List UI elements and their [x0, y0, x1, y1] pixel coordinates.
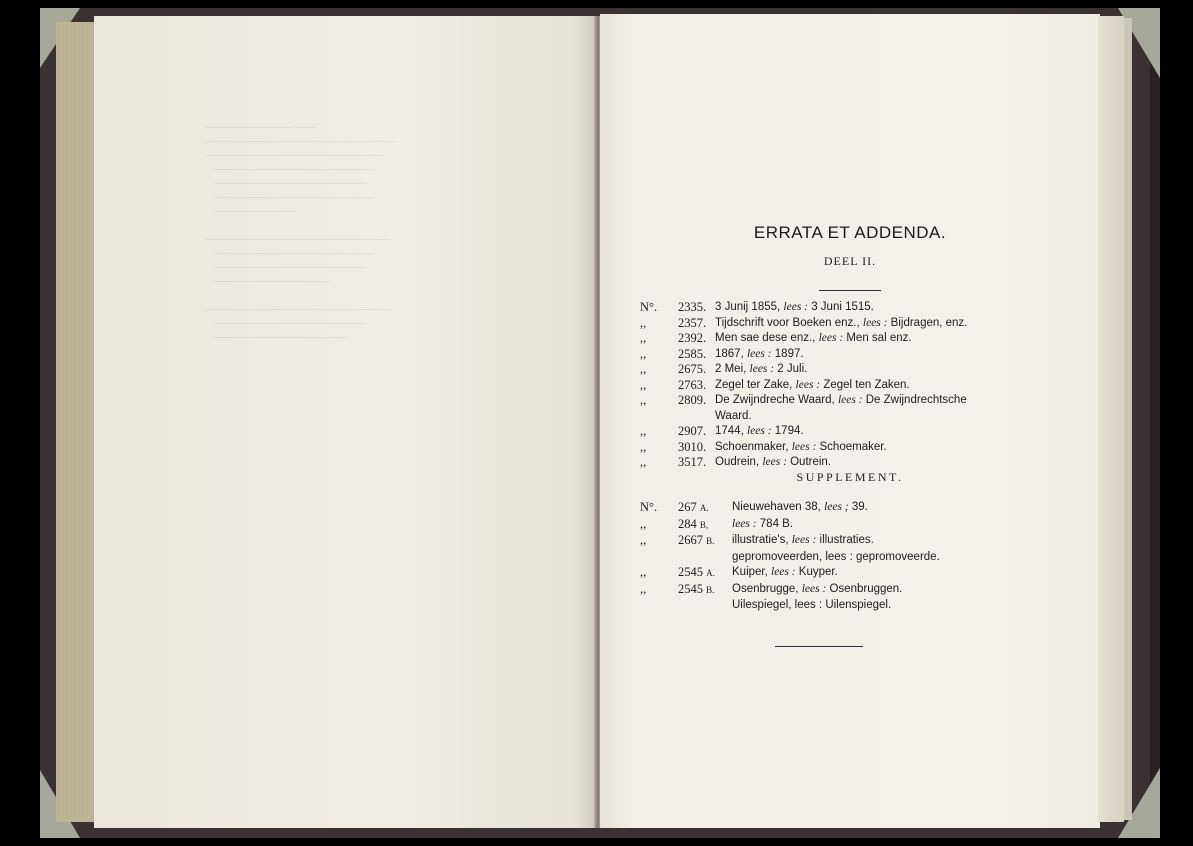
entry-number-value: 267 — [678, 500, 697, 514]
entry-correction: 1794. — [771, 425, 804, 437]
entry-original: Tijdschrift voor Boeken enz., — [715, 316, 863, 329]
entry-original: 2 Mei, — [715, 363, 750, 375]
entry-number: 2585. — [678, 346, 707, 361]
right-page-edge — [1098, 16, 1124, 822]
supplement-entry — [640, 533, 1000, 550]
entry-number: 2763. — [678, 377, 707, 392]
right-page-stack — [1124, 18, 1132, 820]
show-through-text: ────────────── ─── ────────────────────────────── ──────────────────────────── ───────────────────────── ──────────────────────── ───────────────────────── ───────────── ───────────────────────────── ───────────────────────── ──────────────────────── ────────────────── ───────────────────────────── ──────────────────────── ───────────────────── — [205, 122, 397, 342]
lees-marker: lees : — [818, 332, 844, 344]
entry-number — [678, 582, 732, 599]
entry-original: 3 Junij 1855, — [715, 301, 784, 313]
entry-continuation-text: gepromoveerden, lees : gepromoveerde. — [732, 550, 940, 563]
entry-prefix: ,, — [640, 315, 647, 330]
lees-marker: lees : — [749, 363, 775, 375]
entry-continuation-text: Uilespiegel, lees : Uilenspiegel. — [732, 599, 892, 611]
entry-original: Oudrein, — [715, 456, 763, 468]
entry-number: 3517. — [678, 455, 707, 469]
entry-correction: 3 Juni 1515. — [808, 301, 874, 313]
errata-entry — [640, 455, 1000, 471]
entry-correction: illustraties. — [816, 534, 874, 546]
entry-spacer — [640, 598, 678, 614]
entry-original: Schoenmaker, — [715, 440, 792, 453]
entry-prefix: ,, — [640, 424, 647, 438]
entry-correction: 2 Juli. — [774, 363, 808, 375]
lees-marker: lees : — [801, 582, 827, 595]
entry-text — [715, 362, 1000, 378]
entry-original: Zegel ter Zake, — [715, 378, 796, 391]
entry-number — [678, 533, 732, 550]
entry-correction: Kuyper. — [795, 566, 838, 578]
entry-correction: Osenbruggen. — [826, 582, 903, 595]
entry-text — [715, 455, 1000, 471]
entry-number: 2675. — [678, 362, 707, 376]
errata-entry — [640, 440, 1000, 456]
entry-number-suffix: A. — [706, 568, 715, 578]
entry-number-suffix: B. — [706, 536, 715, 546]
entry-text — [715, 300, 1000, 316]
errata-entry — [640, 316, 1000, 332]
errata-entry — [640, 378, 1000, 394]
cover-edge — [1150, 12, 1160, 836]
entry-correction: De Zwijndrechtsche Waard. — [715, 394, 970, 422]
entry-spacer — [678, 598, 732, 614]
entry-original: Kuiper, — [732, 566, 771, 578]
entry-prefix: ,, — [640, 455, 647, 469]
end-divider — [775, 646, 863, 647]
entry-text — [732, 582, 1000, 599]
entry-number: 3010. — [678, 439, 707, 454]
errata-entry — [640, 347, 1000, 363]
entry-spacer — [678, 550, 732, 566]
title-divider — [819, 290, 881, 291]
entry-number-suffix: A. — [699, 503, 709, 513]
entry-text — [715, 378, 1000, 394]
entry-correction: Men sal enz. — [843, 332, 912, 344]
entry-correction: Zegel ten Zaken. — [820, 378, 910, 391]
entry-number: 2357. — [678, 315, 707, 330]
entry-correction: Bijdragen, enz. — [887, 316, 968, 329]
entry-original: Men sae dese enz., — [715, 332, 819, 344]
lees-marker: lees : — [791, 440, 817, 453]
entry-correction: 39. — [848, 501, 868, 513]
entry-number — [678, 500, 732, 517]
errata-entry — [640, 331, 1000, 347]
errata-entry — [640, 424, 1000, 440]
entry-prefix: N°. — [640, 500, 658, 514]
entry-prefix: N°. — [640, 300, 658, 314]
entry-text — [732, 565, 1000, 582]
lees-marker: lees : — [732, 517, 757, 530]
entry-text — [715, 331, 1000, 347]
errata-entry — [640, 393, 1000, 424]
entry-spacer — [640, 550, 678, 566]
entry-text — [715, 347, 1000, 363]
entry-original: Nieuwehaven 38, — [732, 501, 825, 513]
entry-number: 2907. — [678, 424, 707, 438]
left-page-stack — [56, 22, 96, 822]
entry-text — [715, 424, 1000, 440]
entry-number-suffix: B. — [706, 584, 715, 595]
entry-prefix: ,, — [640, 581, 647, 596]
entry-original: 1867, — [715, 347, 747, 360]
lees-marker: lees : — [783, 301, 809, 313]
entry-prefix: ,, — [640, 516, 647, 531]
entry-text — [715, 440, 1000, 456]
entry-prefix: ,, — [640, 362, 647, 376]
entry-original: illustratie's, — [732, 534, 792, 546]
entry-number: 2809. — [678, 393, 707, 407]
supplement-entry — [640, 517, 1000, 534]
entry-correction: Schoemaker. — [816, 440, 887, 453]
entry-number — [678, 517, 732, 534]
entry-correction: Outrein. — [786, 456, 832, 468]
entry-correction: 784 B. — [756, 517, 794, 530]
errata-entry — [640, 362, 1000, 378]
entry-prefix: ,, — [640, 565, 647, 579]
errata-entry — [640, 300, 1000, 316]
entry-text — [715, 316, 1000, 332]
entry-original: 1744, — [715, 425, 747, 437]
entry-number-value: 2545 — [678, 581, 703, 596]
entry-correction: 1897. — [771, 347, 804, 360]
entry-prefix: ,, — [640, 439, 647, 454]
entry-number-value: 2545 — [678, 565, 703, 579]
entry-prefix: ,, — [640, 346, 647, 361]
entry-number: 2392. — [678, 331, 707, 345]
supplement-entry-continuation — [640, 550, 1000, 566]
supplement-title: SUPPLEMENT. — [796, 470, 904, 484]
page-subtitle: DEEL II. — [823, 254, 877, 268]
entry-prefix: ,, — [640, 331, 647, 345]
entry-number-value: 284 — [678, 516, 697, 531]
errata-list — [640, 300, 1000, 471]
lees-marker: lees : — [791, 534, 817, 546]
entry-number: 2335. — [678, 300, 707, 314]
entry-prefix: ,, — [640, 393, 647, 407]
entry-text — [732, 533, 1000, 550]
supplement-entry — [640, 582, 1000, 599]
entry-number-suffix: B, — [699, 519, 709, 530]
entry-text — [732, 500, 1000, 517]
entry-original: De Zwijndreche Waard, — [715, 394, 838, 406]
lees-marker: lees : — [762, 456, 787, 468]
lees-marker: lees : — [746, 425, 772, 437]
entry-prefix: ,, — [640, 377, 647, 392]
entry-original: Osenbrugge, — [732, 582, 802, 595]
entry-number-value: 2667 — [678, 533, 703, 547]
supplement-entry — [640, 565, 1000, 582]
page-title: ERRATA ET ADDENDA. — [753, 223, 947, 242]
supplement-list — [640, 500, 1000, 614]
entry-text — [732, 517, 1000, 534]
lees-marker: lees : — [795, 378, 821, 391]
supplement-entry — [640, 500, 1000, 517]
lees-marker: lees : — [771, 566, 796, 578]
lees-marker: lees : — [837, 394, 863, 406]
entry-number — [678, 565, 732, 582]
lees-marker: lees : — [862, 316, 888, 329]
lees-marker: lees : — [746, 347, 772, 360]
supplement-entry-continuation — [640, 598, 1000, 614]
entry-prefix: ,, — [640, 533, 647, 547]
entry-text — [715, 393, 1000, 424]
lees-marker: lees ; — [824, 501, 849, 513]
